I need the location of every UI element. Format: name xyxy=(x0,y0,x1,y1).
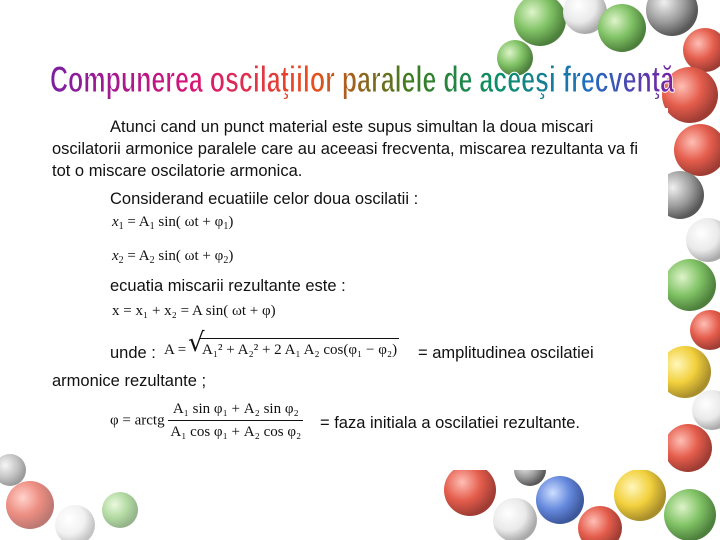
where-label: unde : xyxy=(110,344,156,362)
title-text: Compunerea oscilaţiilor paralele de aceeşi frecvenţă xyxy=(50,59,675,100)
equation-resultant: x = x₁ + x₂ = A sin( ωt + φ) xyxy=(112,303,276,319)
amplitude-formula: A = √ A₁² + A₂² + 2 A₁ A₂ cos(φ₁ − φ₂) xyxy=(164,328,398,358)
intro-line-3: tot o miscare oscilatorie armonica. xyxy=(52,162,303,180)
amplitude-description-cont: armonice rezultante ; xyxy=(52,372,207,390)
phase-description: = faza initiala a oscilatiei rezultante. xyxy=(320,414,581,432)
amplitude-description: = amplitudinea oscilatiei xyxy=(418,344,594,362)
equation-1: $x_1 = A_1$ sin( $\omega t + \varphi_1$) xyxy=(112,214,234,232)
phase-fraction: $\frac{\text{A₁ sin φ₁ + A₂ sin φ₂}}{\text{A₁ cos φ₁ + A₂ cos φ₂}}$ xyxy=(170,401,302,440)
equation-2: $x_2 = A_2$ sin( $\omega t + \varphi_2$) xyxy=(112,248,234,266)
considering-label: Considerand ecuatiile celor doua oscilatii : xyxy=(110,190,419,208)
resultant-label: ecuatia miscarii rezultante este : xyxy=(110,277,346,295)
square-root-sign: √ A₁² + A₂² + 2 A₁ A₂ cos(φ₁ − φ₂) xyxy=(187,328,398,358)
slide-title xyxy=(44,48,680,108)
intro-line-2: oscilatorii armonice paralele care au aceeasi frecventa, miscarea rezultanta va fi xyxy=(52,140,639,158)
intro-line-1: Atunci cand un punct material este supus simultan la doua miscari xyxy=(110,118,594,136)
phase-formula: φ = arctg $\frac{\text{A₁ sin φ₁ + A₂ sin φ₂}}{\text{A₁ cos φ₁ + A₂ cos φ₂}}$ xyxy=(110,401,302,440)
